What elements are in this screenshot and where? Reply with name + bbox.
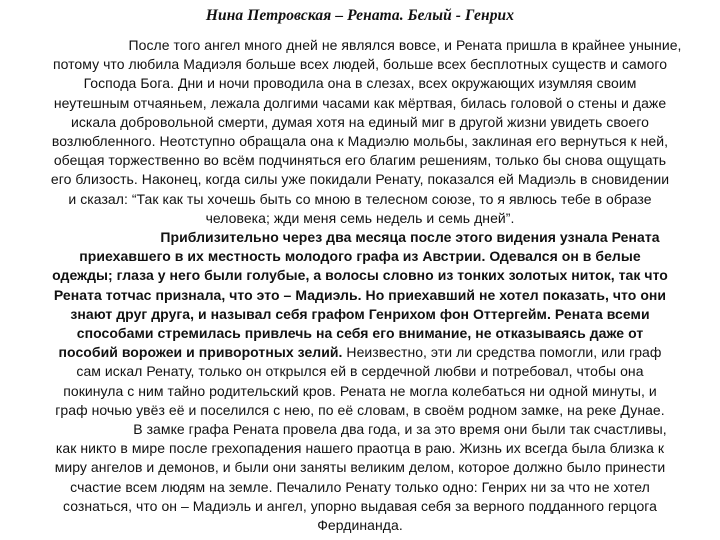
text-line: человека; жди меня семь недель и семь дней”.	[205, 209, 515, 226]
text-line-bold: Рената тотчас признала, что это – Мадиэль. Но приехавший не хотел показать, что они	[53, 286, 667, 303]
text-line-bold: приехавшего в их местность молодого графа из Австрии. Одевался он в белые	[79, 248, 641, 265]
text-line: и сказал: “Так как ты хочешь быть со мною в телесном союзе, то я явлюсь тебе в образе	[68, 190, 652, 207]
text-line: сознаться, что он – Мадиэль и ангел, упорно выдавая себя за верного подданного герцога	[63, 497, 657, 514]
text-line: возлюбленного. Неотступно обращала она к Мадиэлю мольбы, заклиная его вернуться к ней,	[51, 133, 669, 150]
text-line: искала добровольной смерти, думая хотя на единый миг в другой жизни увидеть своего	[70, 113, 650, 130]
text-line: В замке графа Рената провела два года, и за это время они были так счастливы,	[133, 421, 667, 438]
text-line: сам искал Ренату, только он открылся ей в сердечной любви и потребовал, чтобы она	[76, 363, 644, 380]
text-line: счастие всем людям на земле. Печалило Ренату только одно: Генрих ни за что не хотел	[70, 478, 650, 495]
text-line: обещая торжественно во всём подчиняться его благим решениям, только бы снова ощущать	[53, 152, 667, 169]
text-line: потому что любила Мадиэля больше всех людей, больше всех бесплотных существ и самого	[52, 56, 668, 73]
text-line-bold: Приблизительно через два месяца после этого видения узнала Рената	[160, 229, 660, 246]
text-line: как никто в мире после грехопадения нашего праотца в раю. Жизнь их всегда была близка к	[55, 440, 665, 457]
normal-fragment: Неизвестно, эти ли средства помогли, или граф	[342, 344, 662, 361]
text-line: Фердинанда.	[317, 517, 403, 534]
text-line: покинула с ним тайно родительский кров. Рената не могла колебаться ни одной минуты, и	[63, 382, 657, 399]
text-line: неутешным отчаяньем, лежала долгими часами как мёртвая, билась головой о стены и даже	[53, 94, 667, 111]
document-title: Нина Петровская – Рената. Белый - Генрих	[205, 7, 515, 24]
document-body	[8, 36, 712, 535]
text-line-bold: способами стремилась привлечь на себя его внимание, не отказываясь даже от	[76, 325, 644, 342]
text-line: миру ангелов и демонов, и были они заняты великим делом, которое должно было принести	[54, 459, 666, 476]
text-line: Господа Бога. Дни и ночи проводила она в слезах, всех окружающих изумляя своим	[83, 75, 637, 92]
text-line: его близость. Наконец, когда силы уже покидали Ренату, показался ей Мадиэль в сновидении	[50, 171, 670, 188]
text-line-mixed	[8, 343, 712, 362]
text-line-bold: одежды; глаза у него были голубые, а волосы словно из тонких золотых ниток, так что	[52, 267, 668, 284]
text-line: граф ночью увёз её и поселился с нею, по её словам, в своём родном замке, на реке Дунае.	[55, 401, 665, 418]
bold-fragment: пособий ворожеи и приворотных зелий.	[58, 344, 343, 361]
text-line-bold: знают друг друга, и называл себя графом Генрихом фон Оттергейм. Рената всеми	[70, 305, 650, 322]
text-line: После того ангел много дней не являлся вовсе, и Рената пришла в крайнее уныние,	[128, 37, 682, 53]
